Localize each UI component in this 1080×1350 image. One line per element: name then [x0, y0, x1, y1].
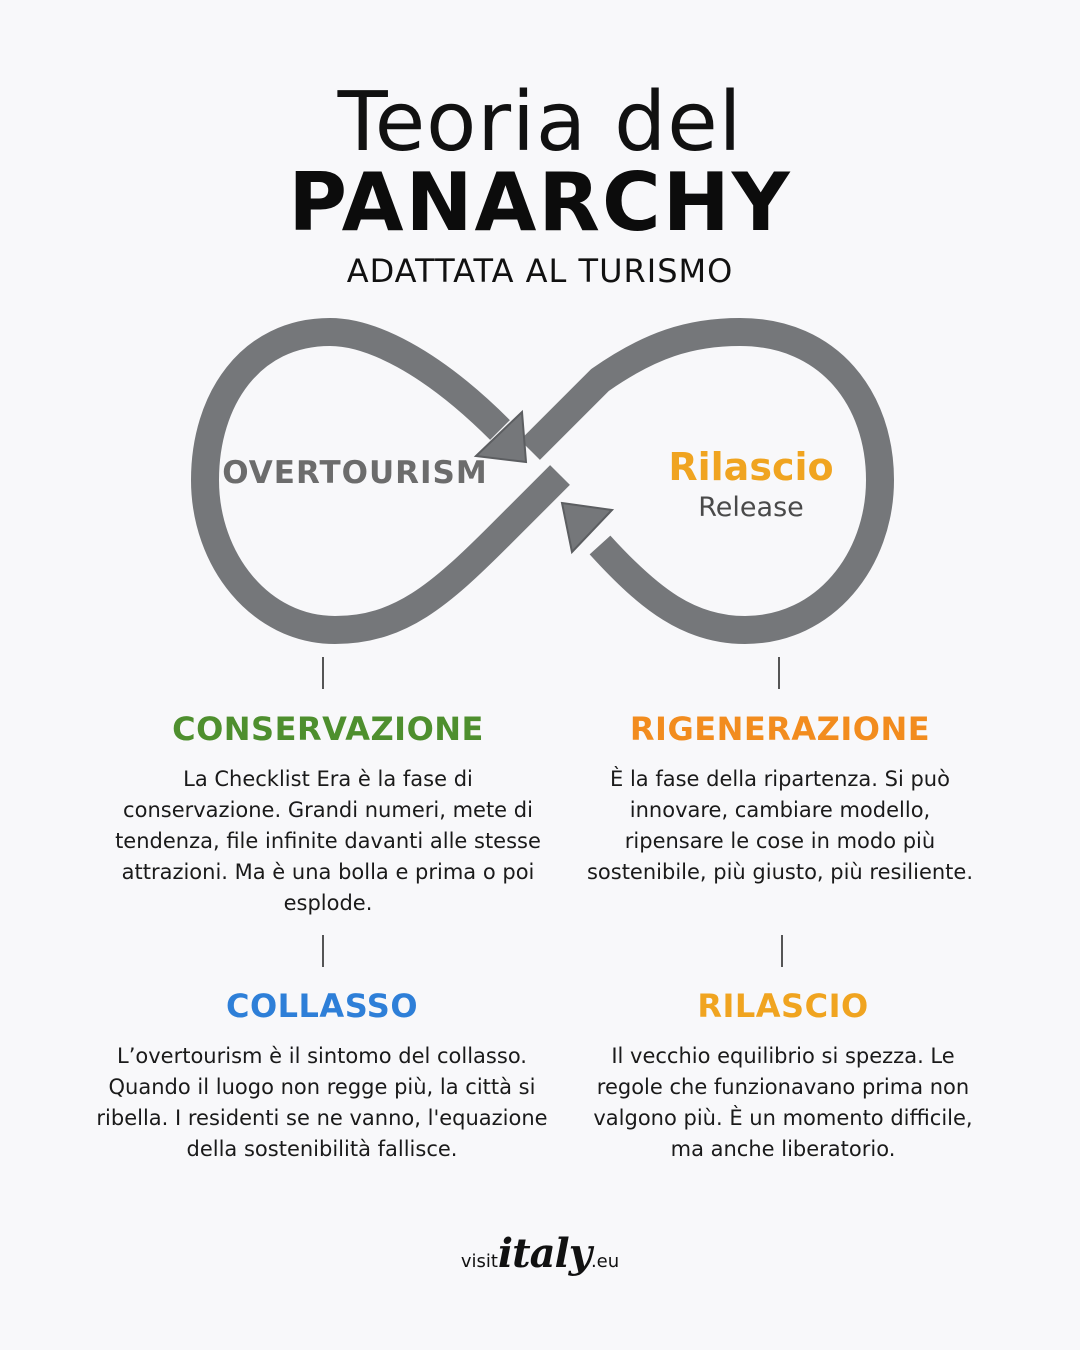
loop-sublabel-release: Release [698, 492, 804, 523]
logo-suffix: .eu [590, 1251, 620, 1272]
connector-line-left-bottom [322, 935, 324, 967]
loop-label-rilascio: Rilascio [668, 445, 834, 489]
infinity-loop-diagram [0, 300, 1080, 660]
section-text-rilascio: Il vecchio equilibrio si spezza. Le regole che funzionavano prima non valgono più. È un momento difficile, ma anche liberatorio. [593, 1044, 973, 1161]
section-rigenerazione [550, 710, 1010, 888]
section-title-conservazione: CONSERVAZIONE [172, 710, 484, 748]
section-title-rilascio: RILASCIO [697, 987, 869, 1025]
connector-line-left-top [322, 657, 324, 689]
page-title-line1: Teoria del [337, 75, 743, 170]
section-rilascio [553, 987, 1013, 1165]
visititaly-logo [0, 1230, 1080, 1277]
page-title-line2: PANARCHY [288, 156, 792, 249]
section-conservazione [98, 710, 558, 919]
section-text-conservazione: La Checklist Era è la fase di conservazione. Grandi numeri, mete di tendenza, file infinite davanti alle stesse attrazioni. Ma è una bolla e prima o poi esplode. [115, 767, 541, 915]
connector-line-right-top [778, 657, 780, 689]
section-collasso [92, 987, 552, 1165]
connector-line-right-bottom [781, 935, 783, 967]
page-subtitle: ADATTATA AL TURISMO [346, 252, 734, 290]
logo-script: italy [497, 1230, 591, 1277]
section-title-rigenerazione: RIGENERAZIONE [629, 710, 931, 748]
loop-label-overtourism: OVERTOURISM [222, 455, 488, 491]
section-text-collasso: L’overtourism è il sintomo del collasso. Quando il luogo non regge più, la città si ribella. I residenti se ne vanno, l'equazione della sostenibilità fallisce. [96, 1044, 548, 1161]
logo-prefix: visit [460, 1251, 498, 1272]
section-text-rigenerazione: È la fase della ripartenza. Si può innovare, cambiare modello, ripensare le cose in modo più sostenibile, più giusto, più resiliente. [586, 767, 974, 884]
section-title-collasso: COLLASSO [225, 987, 419, 1025]
